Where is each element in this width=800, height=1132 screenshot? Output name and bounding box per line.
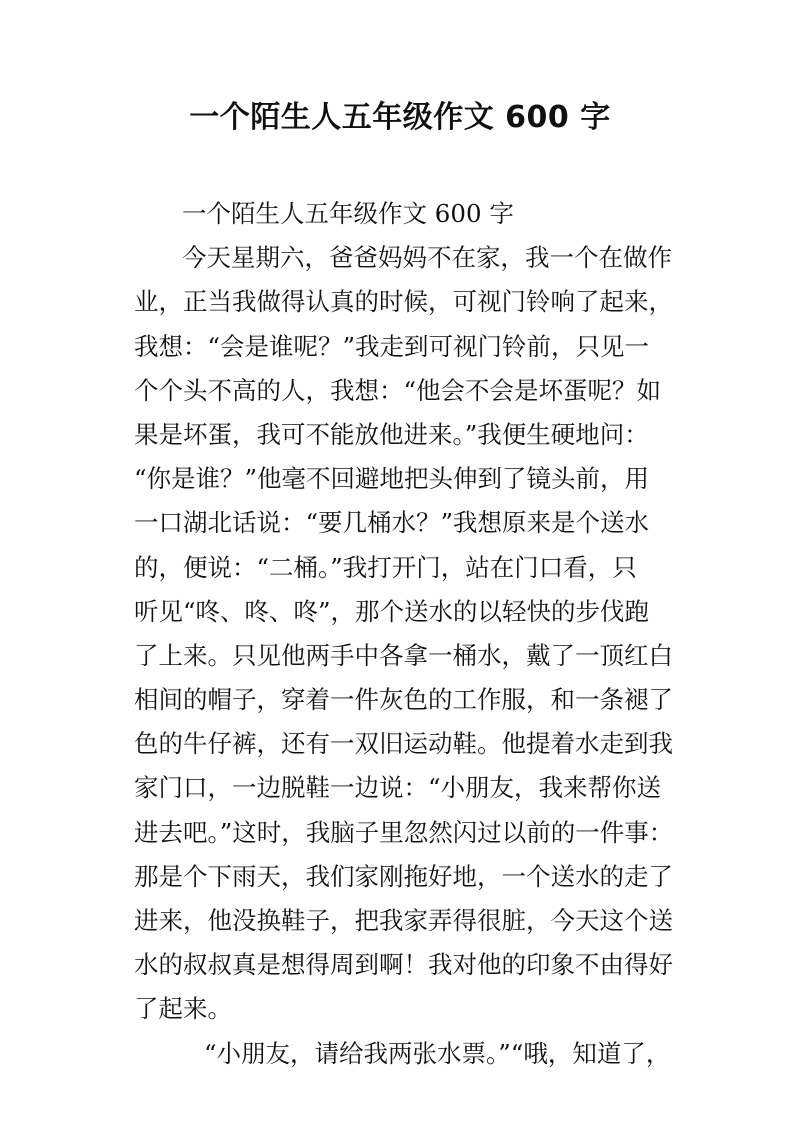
paragraph-line: 了起来。 (134, 994, 232, 1024)
paragraph-line: 色的牛仔裤，还有一双旧运动鞋。他提着水走到我 (134, 729, 673, 759)
paragraph-line: “你是谁？”他毫不回避地把头伸到了镜头前，用 (134, 464, 650, 494)
paragraph-line: “小朋友，请给我两张水票。”“哦，知道了， (204, 1038, 671, 1068)
paragraph-line: 那是个下雨天，我们家刚拖好地，一个送水的走了 (134, 861, 673, 891)
essay-subtitle-line: 一个陌生人五年级作文 600 字 (182, 199, 514, 228)
paragraph-line: 相间的帽子，穿着一件灰色的工作服，和一条褪了 (134, 685, 673, 715)
paragraph-line: 进去吧。”这时，我脑子里忽然闪过以前的一件事： (134, 817, 674, 847)
paragraph-line: 我想：“会是谁呢？”我走到可视门铃前，只见一 (134, 331, 650, 361)
paragraph-line: 进来，他没换鞋子，把我家弄得很脏，今天这个送 (134, 906, 673, 935)
paragraph-line: 了上来。只见他两手中各拿一桶水，戴了一顶红白 (134, 640, 673, 670)
paragraph-line: 的，便说：“二桶。”我打开门，站在门口看，只 (134, 552, 637, 582)
paragraph-line: 听见“咚、咚、咚”，那个送水的以轻快的步伐跑 (134, 596, 650, 626)
paragraph-line: 水的叔叔真是想得周到啊！我对他的印象不由得好 (134, 950, 673, 980)
paragraph-line: 业，正当我做得认真的时候，可视门铃响了起来， (134, 287, 673, 317)
paragraph-line: 家门口，一边脱鞋一边说：“小朋友，我来帮你送 (134, 773, 662, 803)
paragraph-line: 果是坏蛋，我可不能放他进来。”我便生硬地问： (134, 419, 649, 449)
document-title: 一个陌生人五年级作文 600 字 (189, 100, 611, 135)
essay-body (134, 192, 674, 1076)
paragraph-line: 一口湖北话说：“要几桶水？”我想原来是个送水 (134, 508, 650, 538)
paragraph-line: 个个头不高的人，我想：“他会不会是坏蛋呢？如 (134, 375, 662, 405)
paragraph-line: 今天星期六，爸爸妈妈不在家，我一个在做作 (182, 243, 672, 273)
